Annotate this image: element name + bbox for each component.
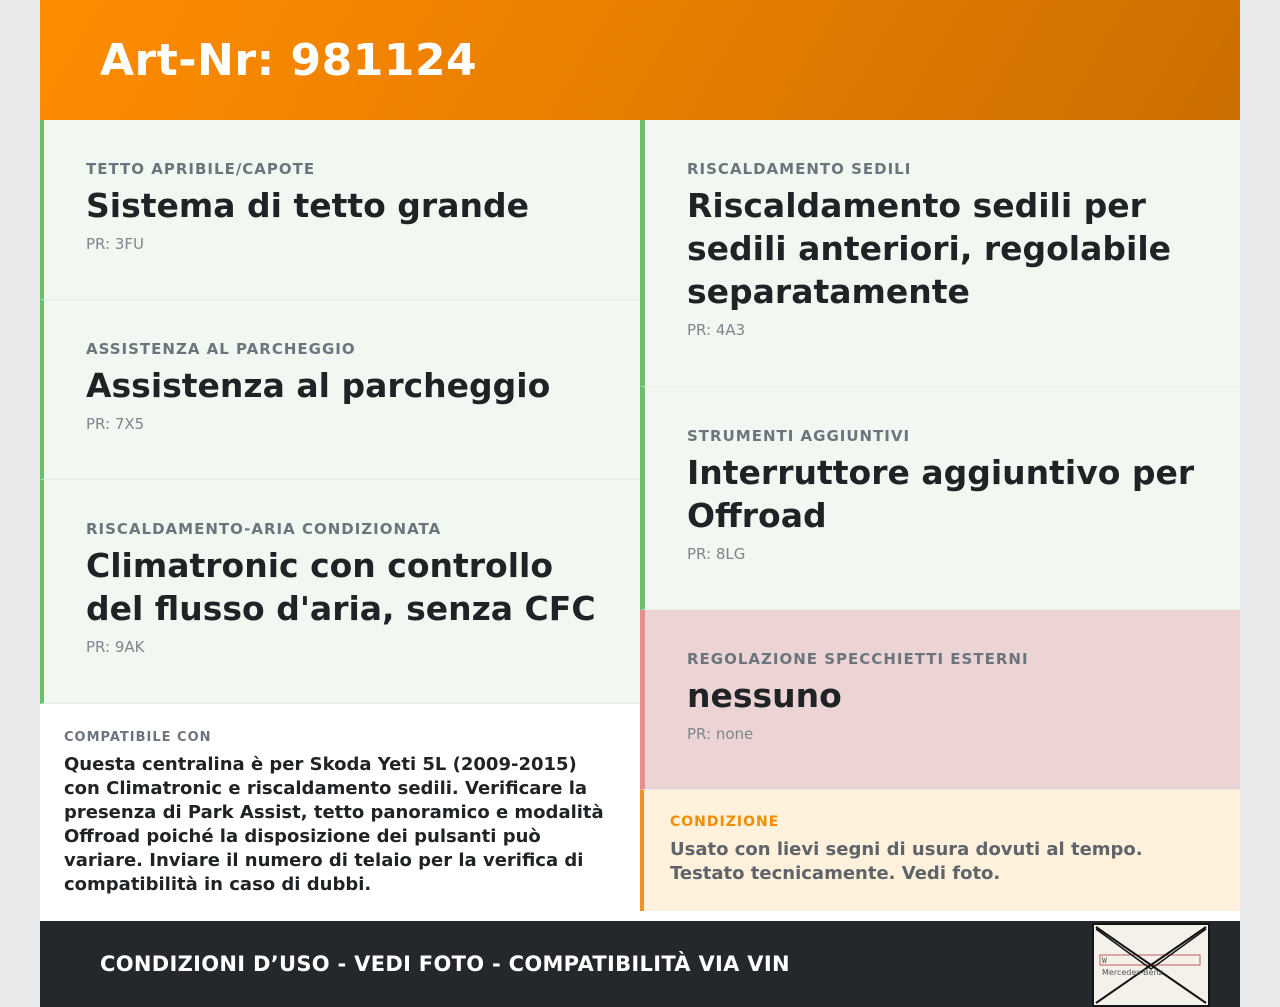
feature-title: Assistenza al parcheggio bbox=[86, 366, 551, 405]
feature-pr-code: PR: 3FU bbox=[86, 235, 144, 253]
feature-card-mirrors bbox=[640, 610, 1240, 790]
header-bar bbox=[40, 0, 1240, 120]
feature-category: RISCALDAMENTO SEDILI bbox=[687, 160, 912, 178]
feature-category: RISCALDAMENTO-ARIA CONDIZIONATA bbox=[86, 520, 442, 538]
condition-box bbox=[640, 790, 1240, 911]
feature-title: nessuno bbox=[687, 676, 842, 715]
product-page bbox=[40, 0, 1240, 1007]
feature-title: Riscaldamento sedili per sedili anteriori, regolabile separatamente bbox=[687, 186, 1172, 311]
stamp-line-2: Mercedes-Benz bbox=[1102, 968, 1163, 977]
footer-notice: CONDIZIONI D’USO - VEDI FOTO - COMPATIBILITÀ VIA VIN bbox=[100, 952, 790, 976]
feature-category: ASSISTENZA AL PARCHEGGIO bbox=[86, 340, 356, 358]
feature-category: STRUMENTI AGGIUNTIVI bbox=[687, 427, 911, 445]
feature-category: REGOLAZIONE SPECCHIETTI ESTERNI bbox=[687, 650, 1029, 668]
feature-title: Interruttore aggiuntivo per Offroad bbox=[687, 453, 1195, 535]
article-number-title: Art-Nr: 981124 bbox=[100, 34, 478, 86]
stamp-line-1: W bbox=[1102, 956, 1107, 965]
feature-title: Climatronic con controllo del flusso d'aria, senza CFC bbox=[86, 546, 596, 628]
feature-pr-code: PR: none bbox=[687, 725, 754, 743]
feature-card-climate bbox=[40, 480, 640, 704]
feature-category: TETTO APRIBILE/CAPOTE bbox=[86, 160, 316, 178]
feature-card-seat-heating bbox=[640, 120, 1240, 387]
feature-card-offroad bbox=[640, 387, 1240, 610]
compatibility-text: Questa centralina è per Skoda Yeti 5L (2009-2015) con Climatronic e riscaldamento sedili. Verificare la presenza di Park Assist, tetto panoramico e modalità Offroad poiché la disposizione dei pulsanti può variare. Inviare il numero di telaio per la verifica di compatibilità in caso di dubbi. bbox=[64, 754, 604, 895]
footer-bar bbox=[40, 921, 1240, 1007]
features-grid bbox=[40, 120, 1240, 921]
feature-pr-code: PR: 4A3 bbox=[687, 321, 746, 339]
feature-pr-code: PR: 7X5 bbox=[86, 415, 145, 433]
feature-pr-code: PR: 9AK bbox=[86, 638, 145, 656]
envelope-stamp-graphic bbox=[1094, 925, 1208, 1005]
feature-pr-code: PR: 8LG bbox=[687, 545, 746, 563]
right-column bbox=[640, 120, 1240, 921]
left-column bbox=[40, 120, 640, 921]
feature-card-roof bbox=[40, 120, 640, 300]
condition-text: Usato con lievi segni di usura dovuti al tempo. Testato tecnicamente. Vedi foto. bbox=[670, 839, 1143, 884]
envelope-stamp-icon bbox=[1092, 923, 1210, 1007]
compatibility-box bbox=[40, 704, 640, 897]
condition-label: CONDIZIONE bbox=[670, 814, 780, 830]
compatibility-label: COMPATIBILE CON bbox=[64, 730, 212, 745]
feature-card-parking bbox=[40, 300, 640, 480]
feature-title: Sistema di tetto grande bbox=[86, 186, 529, 225]
